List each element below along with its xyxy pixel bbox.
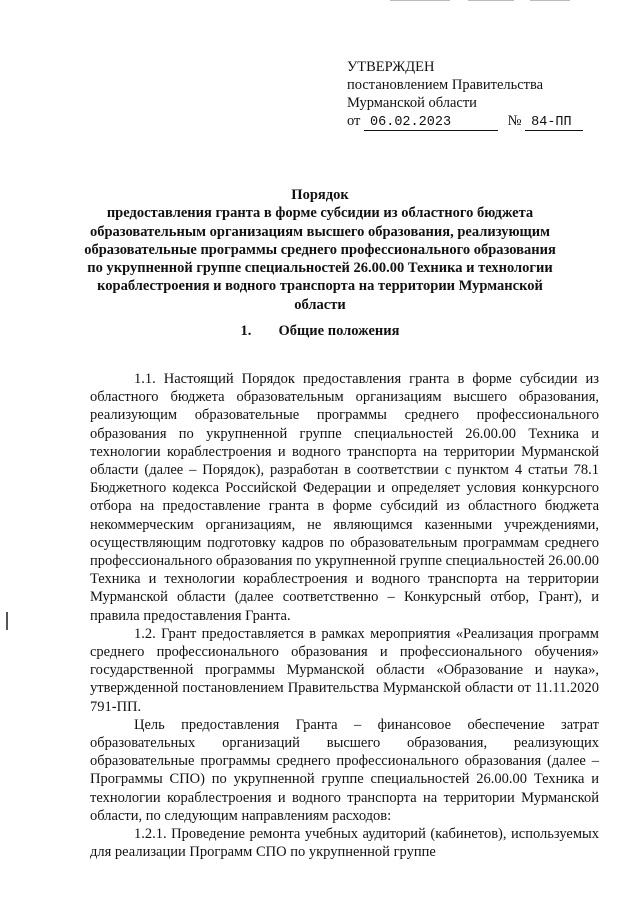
approval-number: 84-ПП xyxy=(525,115,583,131)
approval-date-prefix: от xyxy=(347,113,361,129)
title-line: Порядок xyxy=(291,187,349,203)
paragraph-1-2: 1.2. Грант предоставляется в рамках мероприятия «Реализация программ среднего профессионального образования и профессионального обучения» государственной программы Мурманской области «Образование и наука», утвержденной постановлением Правительства Мурманской области от 11.11.2020 791-ПП. xyxy=(90,625,599,715)
title-line: кораблестроения и водного транспорта на территории Мурманской xyxy=(97,278,543,295)
section-number: 1. xyxy=(240,323,252,339)
title-line: образовательным организациям высшего образования, реализующим xyxy=(89,223,551,240)
approval-line-1: постановлением Правительства xyxy=(347,77,544,93)
approval-line-2: Мурманской области xyxy=(347,95,477,111)
title-line: области xyxy=(294,296,346,313)
approval-date-line xyxy=(347,112,597,131)
scan-artifact-side xyxy=(6,612,8,630)
paragraph-1-2-1: 1.2.1. Проведение ремонта учебных аудиторий (кабинетов), используемых для реализации Программ СПО по укрупненной группе xyxy=(90,826,599,861)
approval-stamp xyxy=(347,58,597,131)
section-heading xyxy=(0,323,640,340)
paragraph-goal: Цель предоставления Гранта – финансовое обеспечение затрат образовательных организаций высшего образования, реализующих образовательные программы среднего профессионального образования (далее – Программы СПО) по укрупненной группе специальностей 26.00.00 Техника и технологии кораблестроения и водного транспорта на территории Мурманской области, по следующим направлениям расходов: xyxy=(90,716,599,824)
approval-number-sign: № xyxy=(507,113,522,129)
scan-artifact-top xyxy=(390,0,570,1)
document-body xyxy=(90,370,599,861)
title-line: образовательные программы среднего профессионального образования xyxy=(84,241,556,258)
title-line: предоставления гранта в форме субсидии из областного бюджета xyxy=(106,205,534,222)
approval-heading: УТВЕРЖДЕН xyxy=(347,59,435,75)
paragraph-1-1: 1.1. Настоящий Порядок предоставления гранта в форме субсидии из областного бюджета образовательным организациям высшего образования, реализующим образовательные программы среднего профессионального образования по укрупненной группе специальностей 26.00.00 Техника и технологии кораблестроения и водного транспорта на территории Мурманской области (далее – Порядок), разработан в соответствии с пунктом 4 статьи 78.1 Бюджетного кодекса Российской Федерации и определяет условия конкурсного отбора на предоставление гранта в форме субсидий из областного бюджета некоммерческим организациям, не являющимся казенными учреждениями, осуществляющим подготовку кадров по образовательным программам среднего профессионального образования по укрупненной группе специальностей 26.00.00 Техника и технологии кораблестроения и водного транспорта на территории Мурманской области (далее соответственно – Конкурсный отбор, Грант), и правила предоставления Гранта. xyxy=(90,371,599,624)
section-title: Общие положения xyxy=(278,323,400,339)
approval-date: 06.02.2023 xyxy=(364,115,498,131)
title-line: по укрупненной группе специальностей 26.00.00 Техника и технологии xyxy=(87,260,553,277)
document-title xyxy=(80,186,560,314)
